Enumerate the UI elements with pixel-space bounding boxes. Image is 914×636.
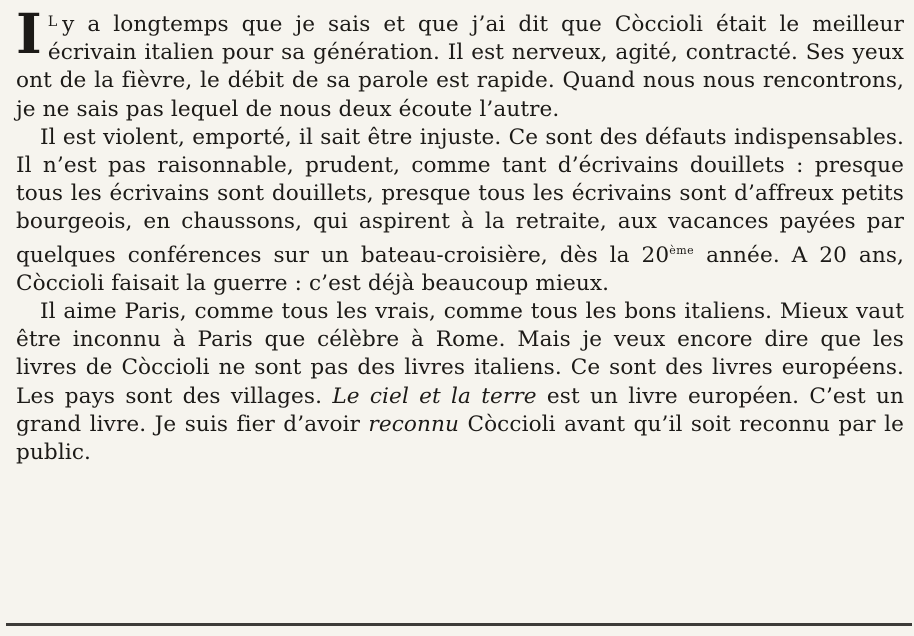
paragraph-3-text-b: est un livre européen. C’est un grand livre. Je suis fier d’avoir bbox=[16, 383, 904, 437]
paragraph-3 bbox=[16, 298, 904, 467]
drop-cap: I bbox=[16, 1, 42, 66]
article-page bbox=[16, 1, 904, 626]
ordinal-superscript: ème bbox=[669, 243, 695, 257]
paragraph-3-text-a: Il aime Paris, comme tous les vrais, comme tous les bons italiens. Mieux vaut être inconnu à Paris que célèbre à Rome. Mais je veux encore dire que les livres de Còccioli ne sont pas des livres italiens. Ce sont des livres européens. Les pays sont des villages. bbox=[16, 299, 904, 409]
bottom-rule bbox=[6, 623, 912, 626]
paragraph-2-text-b: année. A 20 ans, Còccioli faisait la guerre : c’est déjà beaucoup mieux. bbox=[16, 242, 904, 296]
paragraph-1 bbox=[16, 1, 904, 124]
paragraph-2-text-a: Il est violent, emporté, il sait être injuste. Ce sont des défauts indispensables. Il n’est pas raisonnable, prudent, comme tant d’écrivains douillets : presque tous les écrivains sont douillets, presque tous les écrivains sont d’affreux petits bourgeois, en chaussons, qui aspirent à la retraite, aux vacances payées par quelques conférences sur un bateau-croisière, dès la 20 bbox=[16, 124, 904, 268]
paragraph-1-text: y a longtemps que je sais et que j’ai dit que Còccioli était le meilleur écrivain italien pour sa génération. Il est nerveux, agité, contracté. Ses yeux ont de la fièvre, le débit de sa parole est rapide. Quand nous nous rencontrons, je ne sais pas lequel de nous deux écoute l’autre. bbox=[16, 12, 904, 122]
emphasis-word: reconnu bbox=[368, 411, 460, 437]
paragraph-3-text-c: Còccioli avant qu’il soit reconnu par le public. bbox=[16, 411, 904, 466]
book-title: Le ciel et la terre bbox=[332, 383, 537, 409]
paragraph-2 bbox=[16, 124, 904, 298]
small-caps-letter: L bbox=[47, 14, 59, 30]
